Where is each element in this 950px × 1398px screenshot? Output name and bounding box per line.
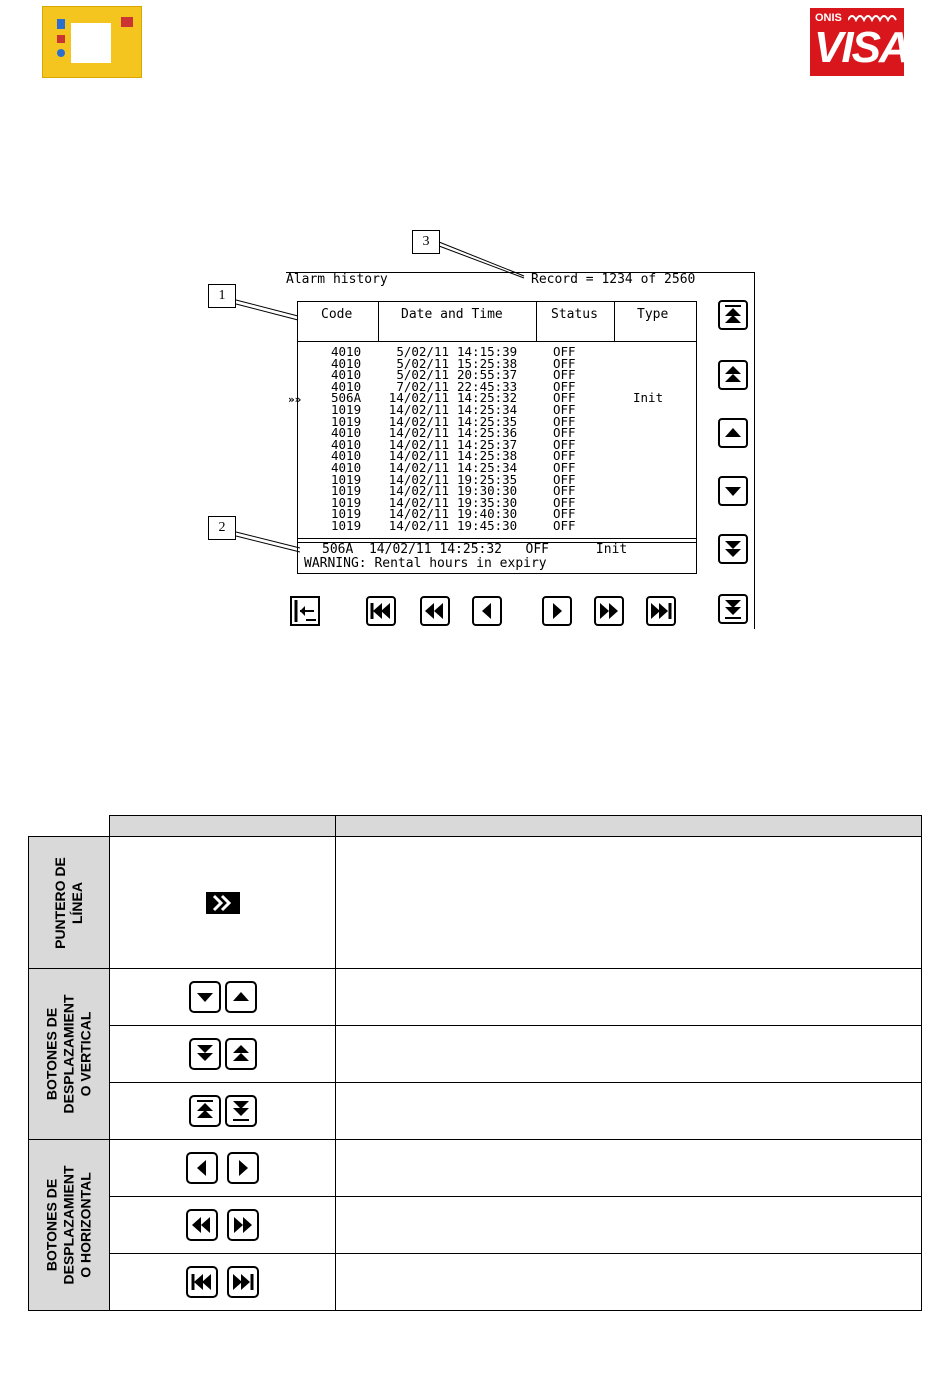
alarm-code: 4010	[331, 367, 362, 383]
category-label: BOTONES DE DESPLAZAMIENT O HORIZONTAL	[43, 1165, 94, 1285]
alarm-status: OFF	[553, 436, 576, 452]
alarm-status: OFF	[553, 390, 576, 406]
alarm-date: 14/02/11	[388, 436, 449, 452]
alarm-time: 14:25:37	[457, 436, 518, 452]
column-status: Status	[551, 307, 598, 322]
logo-mark-blue	[57, 19, 65, 29]
right-icon	[227, 1152, 259, 1184]
header-icon-column	[110, 816, 336, 837]
alarm-type: Init	[633, 390, 664, 406]
horizontal-end-icons	[110, 1254, 336, 1311]
alarm-status: OFF	[553, 413, 576, 429]
rewind-icon	[422, 598, 448, 624]
exit-icon	[292, 598, 318, 624]
alarm-time: 15:25:38	[457, 355, 518, 371]
alarm-status: OFF	[553, 483, 576, 499]
double-down-bar-icon	[720, 596, 746, 622]
horizontal-fast-icons	[110, 1197, 336, 1254]
alarm-status: OFF	[553, 402, 576, 417]
left-icon	[474, 598, 500, 624]
selected-record-message: WARNING: Rental hours in expiry	[304, 556, 547, 571]
alarm-time: 19:25:35	[457, 471, 518, 487]
alarm-date: 5/02/11	[396, 344, 449, 359]
logo-wave-icon	[848, 12, 900, 22]
alarm-status: OFF	[553, 448, 576, 464]
category-line-pointer	[29, 837, 110, 969]
alarm-code: 1019	[331, 494, 362, 510]
logo-mark-badge	[121, 17, 133, 27]
alarm-status: OFF	[553, 471, 576, 487]
alarm-time: 14:25:35	[457, 413, 518, 429]
alarm-date: 5/02/11	[396, 367, 449, 383]
logo-window	[71, 23, 111, 63]
skip-last-icon	[648, 598, 674, 624]
alarm-status: OFF	[553, 344, 576, 359]
category-vertical-scroll	[29, 969, 110, 1140]
fast-forward-button[interactable]	[594, 596, 624, 626]
alarm-status: OFF	[553, 518, 576, 533]
alarm-code: 4010	[331, 436, 362, 452]
alarm-code: 506A	[331, 390, 362, 406]
selected-record-line: 506A 14/02/11 14:25:32 OFF Init	[322, 542, 628, 557]
alarm-code: 4010	[331, 344, 362, 359]
vertical-page-description	[336, 1026, 922, 1083]
alarm-code: 4010	[331, 460, 362, 475]
scroll-first-button[interactable]	[718, 300, 748, 330]
alarm-status: OFF	[553, 506, 576, 522]
alarm-date: 14/02/11	[388, 390, 449, 406]
scroll-up-button[interactable]	[718, 418, 748, 448]
rewind-icon	[186, 1209, 218, 1241]
double-up-bar-icon	[189, 1095, 221, 1127]
alarm-date: 14/02/11	[388, 425, 449, 441]
callout-3: 3	[412, 230, 440, 254]
alarm-time: 14:25:38	[457, 448, 518, 464]
line-pointer-icon: »»	[288, 393, 302, 406]
alarm-date: 14/02/11	[388, 518, 449, 533]
alarm-time: 14:25:34	[457, 402, 518, 417]
fast-forward-icon	[227, 1209, 259, 1241]
alarm-history-screen	[194, 220, 760, 630]
alarm-time: 14:25:34	[457, 460, 518, 475]
down-icon	[189, 981, 221, 1013]
column-date-time: Date and Time	[401, 307, 503, 322]
fast-forward-icon	[596, 598, 622, 624]
alarm-time: 19:35:30	[457, 494, 518, 510]
alarm-time: 19:40:30	[457, 506, 518, 522]
category-horizontal-scroll	[29, 1140, 110, 1311]
logo-mark-circle	[57, 49, 65, 57]
vertical-step-description	[336, 969, 922, 1026]
alarm-date: 14/02/11	[388, 506, 449, 522]
alarm-date: 14/02/11	[388, 402, 449, 417]
horizontal-end-description	[336, 1254, 922, 1311]
skip-first-icon	[186, 1266, 218, 1298]
alarm-code: 1019	[331, 506, 362, 522]
scroll-last-button[interactable]	[718, 594, 748, 624]
alarm-time: 14:15:39	[457, 344, 518, 359]
alarm-code: 1019	[331, 518, 362, 533]
alarm-date: 14/02/11	[388, 460, 449, 475]
onis-visa-logo	[810, 8, 909, 76]
alarm-date: 14/02/11	[388, 413, 449, 429]
column-type: Type	[637, 307, 669, 322]
fast-back-button[interactable]	[420, 596, 450, 626]
last-record-button[interactable]	[646, 596, 676, 626]
alarm-code: 4010	[331, 425, 362, 441]
alarm-time: 14:25:36	[457, 425, 518, 441]
column-code: Code	[321, 307, 353, 322]
company-logo-left	[42, 6, 142, 78]
scroll-page-up-button[interactable]	[718, 360, 748, 390]
vertical-end-icons	[110, 1083, 336, 1140]
line-pointer-icon	[206, 892, 240, 914]
double-down-icon	[720, 536, 746, 562]
alarm-date: 14/02/11	[388, 448, 449, 464]
alarm-code: 1019	[331, 471, 362, 487]
alarm-status: OFF	[553, 494, 576, 510]
alarm-status: OFF	[553, 460, 576, 475]
logo-brand: VISA	[814, 23, 909, 72]
vertical-end-description	[336, 1083, 922, 1140]
callout-1: 1	[208, 284, 236, 308]
alarm-date: 14/02/11	[388, 471, 449, 487]
alarm-status: OFF	[553, 425, 576, 441]
screen-title: Alarm history	[286, 272, 388, 287]
alarm-code: 1019	[331, 402, 362, 417]
horizontal-step-icons	[110, 1140, 336, 1197]
alarm-time: 20:55:37	[457, 367, 518, 383]
double-down-icon	[189, 1038, 221, 1070]
alarm-time: 19:30:30	[457, 483, 518, 499]
callout-leader-lines	[194, 220, 760, 630]
alarm-status: OFF	[553, 367, 576, 383]
category-label: PUNTERO DE LÍNEA	[52, 856, 85, 949]
logo-mark-red	[57, 35, 65, 43]
button-legend-table	[28, 815, 922, 1311]
alarm-code: 1019	[331, 483, 362, 499]
alarm-date: 7/02/11	[396, 378, 449, 394]
alarm-date: 14/02/11	[388, 483, 449, 499]
alarm-time: 14:25:32	[457, 390, 518, 406]
alarm-code: 4010	[331, 448, 362, 464]
alarm-date: 5/02/11	[396, 355, 449, 371]
double-up-bar-icon	[720, 302, 746, 328]
category-label: BOTONES DE DESPLAZAMIENT O VERTICAL	[43, 994, 94, 1114]
scroll-down-button[interactable]	[718, 476, 748, 506]
alarm-code: 4010	[331, 378, 362, 394]
first-record-button[interactable]	[366, 596, 396, 626]
horizontal-fast-description	[336, 1197, 922, 1254]
alarm-code: 1019	[331, 413, 362, 429]
left-icon	[186, 1152, 218, 1184]
alarm-status: OFF	[553, 355, 576, 371]
vertical-page-icons	[110, 1026, 336, 1083]
double-up-icon	[720, 362, 746, 388]
alarm-date: 14/02/11	[388, 494, 449, 510]
pointer-icon-cell	[110, 837, 336, 969]
pointer-description	[336, 837, 922, 969]
exit-button[interactable]	[290, 596, 320, 626]
previous-button[interactable]	[472, 596, 502, 626]
skip-last-icon	[227, 1266, 259, 1298]
up-icon	[720, 420, 746, 446]
logo-prefix: ONIS	[815, 12, 842, 24]
skip-first-icon	[368, 598, 394, 624]
record-counter: Record = 1234 of 2560	[531, 272, 696, 287]
double-down-bar-icon	[225, 1095, 257, 1127]
next-button[interactable]	[542, 596, 572, 626]
header-description-column	[336, 816, 922, 837]
alarm-time: 22:45:33	[457, 378, 518, 394]
alarm-status: OFF	[553, 378, 576, 394]
vertical-step-icons	[110, 969, 336, 1026]
scroll-page-down-button[interactable]	[718, 534, 748, 564]
alarm-code: 4010	[331, 355, 362, 371]
up-icon	[225, 981, 257, 1013]
down-icon	[720, 478, 746, 504]
horizontal-step-description	[336, 1140, 922, 1197]
callout-2: 2	[208, 516, 236, 540]
double-up-icon	[225, 1038, 257, 1070]
alarm-time: 19:45:30	[457, 518, 518, 533]
right-icon	[544, 598, 570, 624]
